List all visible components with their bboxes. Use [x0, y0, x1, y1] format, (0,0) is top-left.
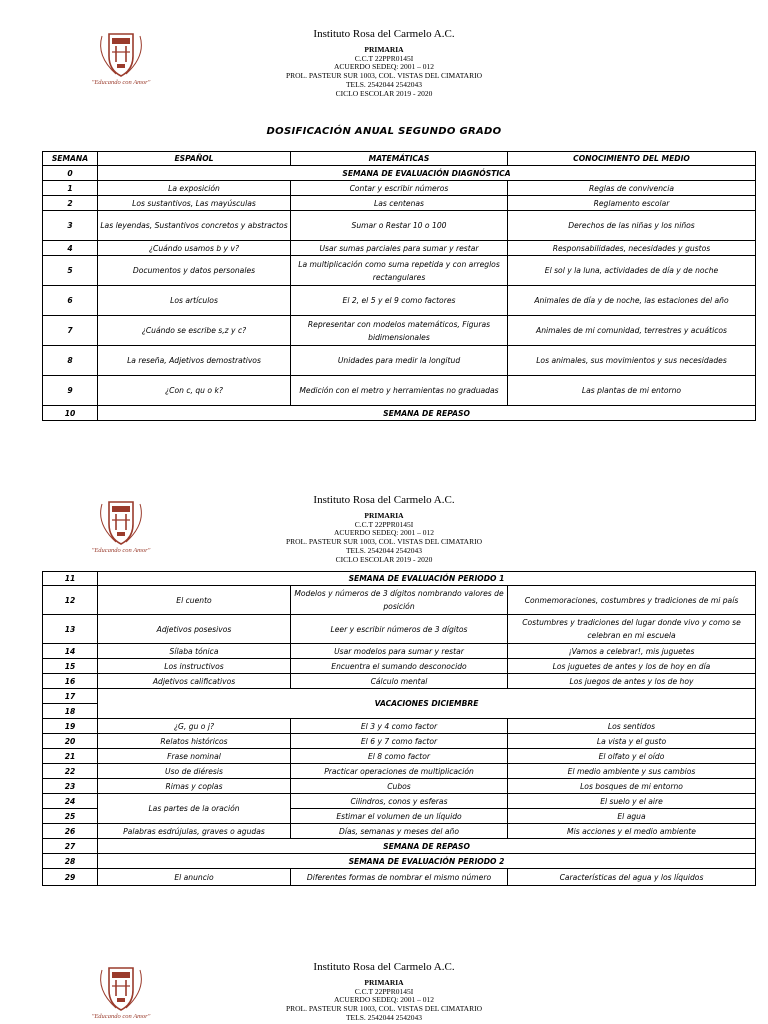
- espanol-topic: ¿Cuándo usamos b y v?: [98, 241, 291, 256]
- table-row: [43, 869, 756, 886]
- conocimiento-topic: ¡Vamos a celebrar!, mis juguetes: [508, 644, 756, 659]
- espanol-topic: Relatos históricos: [98, 734, 291, 749]
- table-row: [43, 644, 756, 659]
- espanol-topic: Los sustantivos, Las mayúsculas: [98, 196, 291, 211]
- table-row: [43, 674, 756, 689]
- matematicas-topic: Diferentes formas de nombrar el mismo número: [291, 869, 508, 886]
- week-number: 15: [43, 659, 98, 674]
- col-header-conocimiento: CONOCIMIENTO DEL MEDIO: [508, 152, 756, 166]
- table-row: [43, 854, 756, 869]
- conocimiento-topic: Los juguetes de antes y los de hoy en día: [508, 659, 756, 674]
- school-motto: "Educando con Amor": [91, 1013, 151, 1020]
- table-row: [43, 286, 756, 316]
- school-level: PRIMARIA: [364, 978, 404, 987]
- week-number: 0: [43, 166, 98, 181]
- col-header-matematicas: MATEMÁTICAS: [291, 152, 508, 166]
- school-motto: "Educando con Amor": [91, 79, 151, 86]
- table-row: [43, 241, 756, 256]
- table-row: [43, 779, 756, 794]
- school-acuerdo: ACUERDO SEDEQ: 2001 – 012: [333, 62, 434, 72]
- espanol-topic: Palabras esdrújulas, graves o agudas: [98, 824, 291, 839]
- week-number: 17: [43, 689, 98, 704]
- table-row: [43, 719, 756, 734]
- matematicas-topic: El 3 y 4 como factor: [291, 719, 508, 734]
- table-row: [43, 346, 756, 376]
- school-cct: C.C.T 22PPR0145I: [354, 519, 414, 529]
- conocimiento-topic: Los bosques de mi entorno: [508, 779, 756, 794]
- espanol-topic: Uso de diéresis: [98, 764, 291, 779]
- school-level: PRIMARIA: [364, 511, 404, 520]
- school-tels: TELS. 2542044 2542043: [345, 1012, 423, 1022]
- week-number: 28: [43, 854, 98, 869]
- conocimiento-topic: Los sentidos: [508, 719, 756, 734]
- col-header-espanol: ESPAÑOL: [98, 152, 291, 166]
- week-number: 19: [43, 719, 98, 734]
- conocimiento-topic: Responsabilidades, necesidades y gustos: [508, 241, 756, 256]
- week-number: 1: [43, 181, 98, 196]
- conocimiento-topic: Animales de mi comunidad, terrestres y acuáticos: [508, 316, 756, 346]
- matematicas-topic: Cubos: [291, 779, 508, 794]
- espanol-topic: Sílaba tónica: [98, 644, 291, 659]
- matematicas-topic: Leer y escribir números de 3 dígitos: [291, 615, 508, 644]
- conocimiento-topic: Reglas de convivencia: [508, 181, 756, 196]
- week-number: 11: [43, 572, 98, 586]
- dosificacion-table-1: [42, 151, 756, 421]
- espanol-topic: El cuento: [98, 586, 291, 615]
- espanol-topic: Adjetivos calificativos: [98, 674, 291, 689]
- school-address: PROL. PASTEUR SUR 1003, COL. VISTAS DEL CIMATARIO: [285, 1004, 483, 1014]
- conocimiento-topic: Derechos de las niñas y los niños: [508, 211, 756, 241]
- week-event: VACACIONES DICIEMBRE: [98, 689, 756, 719]
- matematicas-topic: Usar sumas parciales para sumar y restar: [291, 241, 508, 256]
- matematicas-topic: Sumar o Restar 10 o 100: [291, 211, 508, 241]
- matematicas-topic: Estimar el volumen de un líquido: [291, 809, 508, 824]
- week-number: 5: [43, 256, 98, 286]
- table-row: [43, 764, 756, 779]
- week-number: 13: [43, 615, 98, 644]
- espanol-topic: ¿G, gu o j?: [98, 719, 291, 734]
- week-number: 14: [43, 644, 98, 659]
- conocimiento-topic: El medio ambiente y sus cambios: [508, 764, 756, 779]
- week-number: 7: [43, 316, 98, 346]
- table-row: [43, 256, 756, 286]
- table-row: [43, 406, 756, 421]
- table-row: [43, 734, 756, 749]
- school-motto: "Educando con Amor": [91, 547, 151, 554]
- conocimiento-topic: Reglamento escolar: [508, 196, 756, 211]
- week-number: 21: [43, 749, 98, 764]
- espanol-topic: La reseña, Adjetivos demostrativos: [98, 346, 291, 376]
- espanol-topic: La exposición: [98, 181, 291, 196]
- espanol-topic: Los instructivos: [98, 659, 291, 674]
- school-header: [0, 493, 768, 564]
- school-cct: C.C.T 22PPR0145I: [354, 986, 414, 996]
- school-header: [0, 27, 768, 98]
- col-header-semana: SEMANA: [43, 152, 98, 166]
- conocimiento-topic: El agua: [508, 809, 756, 824]
- conocimiento-topic: La vista y el gusto: [508, 734, 756, 749]
- matematicas-topic: Cálculo mental: [291, 674, 508, 689]
- espanol-topic: Adjetivos posesivos: [98, 615, 291, 644]
- doc-title: DOSIFICACIÓN ANUAL SEGUNDO GRADO: [266, 126, 502, 137]
- matematicas-topic: Encuentra el sumando desconocido: [291, 659, 508, 674]
- conocimiento-topic: Costumbres y tradiciones del lugar donde vivo y como se celebran en mi escuela: [508, 615, 756, 644]
- table-row: [43, 749, 756, 764]
- matematicas-topic: Medición con el metro y herramientas no graduadas: [291, 376, 508, 406]
- school-name: Instituto Rosa del Carmelo A.C.: [313, 28, 455, 40]
- table-2-body: [43, 572, 756, 886]
- week-number: 24: [43, 794, 98, 809]
- matematicas-topic: El 2, el 5 y el 9 como factores: [291, 286, 508, 316]
- week-number: 27: [43, 839, 98, 854]
- week-number: 23: [43, 779, 98, 794]
- espanol-topic: ¿Cuándo se escribe s,z y c?: [98, 316, 291, 346]
- school-name: Instituto Rosa del Carmelo A.C.: [313, 494, 455, 506]
- conocimiento-topic: Los animales, sus movimientos y sus necesidades: [508, 346, 756, 376]
- week-event: SEMANA DE REPASO: [98, 839, 756, 854]
- week-number: 10: [43, 406, 98, 421]
- matematicas-topic: Modelos y números de 3 dígitos nombrando valores de posición: [291, 586, 508, 615]
- conocimiento-topic: El olfato y el oído: [508, 749, 756, 764]
- conocimiento-topic: El sol y la luna, actividades de día y de noche: [508, 256, 756, 286]
- matematicas-topic: Practicar operaciones de multiplicación: [291, 764, 508, 779]
- week-event: SEMANA DE EVALUACIÓN PERIODO 1: [98, 572, 756, 586]
- matematicas-topic: El 8 como factor: [291, 749, 508, 764]
- week-number: 16: [43, 674, 98, 689]
- table-row: [43, 376, 756, 406]
- matematicas-topic: La multiplicación como suma repetida y con arreglos rectangulares: [291, 256, 508, 286]
- table-row: [43, 586, 756, 615]
- table-row: [43, 196, 756, 211]
- matematicas-topic: Contar y escribir números: [291, 181, 508, 196]
- espanol-topic: Los artículos: [98, 286, 291, 316]
- matematicas-topic: Usar modelos para sumar y restar: [291, 644, 508, 659]
- table-1-body: [43, 166, 756, 421]
- table-row: [43, 572, 756, 586]
- matematicas-topic: Unidades para medir la longitud: [291, 346, 508, 376]
- matematicas-topic: Cilindros, conos y esferas: [291, 794, 508, 809]
- week-event: SEMANA DE EVALUACIÓN PERIODO 2: [98, 854, 756, 869]
- matematicas-topic: Representar con modelos matemáticos, Figuras bidimensionales: [291, 316, 508, 346]
- conocimiento-topic: Características del agua y los líquidos: [508, 869, 756, 886]
- conocimiento-topic: Las plantas de mi entorno: [508, 376, 756, 406]
- school-tels: TELS. 2542044 2542043: [345, 79, 423, 89]
- conocimiento-topic: El suelo y el aire: [508, 794, 756, 809]
- week-number: 18: [43, 704, 98, 719]
- conocimiento-topic: Animales de día y de noche, las estaciones del año: [508, 286, 756, 316]
- school-acuerdo: ACUERDO SEDEQ: 2001 – 012: [333, 528, 434, 538]
- matematicas-topic: Las centenas: [291, 196, 508, 211]
- table-row: [43, 615, 756, 644]
- matematicas-topic: El 6 y 7 como factor: [291, 734, 508, 749]
- week-number: 26: [43, 824, 98, 839]
- school-address: PROL. PASTEUR SUR 1003, COL. VISTAS DEL CIMATARIO: [285, 71, 483, 81]
- espanol-topic: Las leyendas, Sustantivos concretos y abstractos: [98, 211, 291, 241]
- table-row: [43, 181, 756, 196]
- school-cct: C.C.T 22PPR0145I: [354, 53, 414, 63]
- espanol-topic: Frase nominal: [98, 749, 291, 764]
- table-row: [43, 839, 756, 854]
- conocimiento-topic: Mis acciones y el medio ambiente: [508, 824, 756, 839]
- espanol-topic: Las partes de la oración: [98, 794, 291, 824]
- week-number: 6: [43, 286, 98, 316]
- school-acuerdo: ACUERDO SEDEQ: 2001 – 012: [333, 995, 434, 1005]
- week-number: 12: [43, 586, 98, 615]
- matematicas-topic: Días, semanas y meses del año: [291, 824, 508, 839]
- school-header: [0, 960, 768, 1023]
- week-event: SEMANA DE EVALUACIÓN DIAGNÓSTICA: [98, 166, 756, 181]
- school-address: PROL. PASTEUR SUR 1003, COL. VISTAS DEL CIMATARIO: [285, 537, 483, 547]
- espanol-topic: ¿Con c, qu o k?: [98, 376, 291, 406]
- table-row: [43, 689, 756, 704]
- conocimiento-topic: Los juegos de antes y los de hoy: [508, 674, 756, 689]
- week-number: 29: [43, 869, 98, 886]
- week-number: 4: [43, 241, 98, 256]
- school-name: Instituto Rosa del Carmelo A.C.: [313, 961, 455, 973]
- table-row: [43, 211, 756, 241]
- week-number: 2: [43, 196, 98, 211]
- espanol-topic: Rimas y coplas: [98, 779, 291, 794]
- conocimiento-topic: Conmemoraciones, costumbres y tradiciones de mi país: [508, 586, 756, 615]
- table-row: [43, 316, 756, 346]
- week-number: 8: [43, 346, 98, 376]
- dosificacion-table-2: [42, 571, 756, 886]
- table-row: [43, 794, 756, 809]
- week-event: SEMANA DE REPASO: [98, 406, 756, 421]
- espanol-topic: Documentos y datos personales: [98, 256, 291, 286]
- table-row: [43, 824, 756, 839]
- week-number: 25: [43, 809, 98, 824]
- school-ciclo: CICLO ESCOLAR 2019 - 2020: [335, 88, 433, 98]
- week-number: 20: [43, 734, 98, 749]
- school-tels: TELS. 2542044 2542043: [345, 545, 423, 555]
- week-number: 3: [43, 211, 98, 241]
- school-level: PRIMARIA: [364, 45, 404, 54]
- week-number: 22: [43, 764, 98, 779]
- table-row: [43, 166, 756, 181]
- school-ciclo: CICLO ESCOLAR 2019 - 2020: [335, 554, 433, 564]
- table-row: [43, 659, 756, 674]
- week-number: 9: [43, 376, 98, 406]
- espanol-topic: El anuncio: [98, 869, 291, 886]
